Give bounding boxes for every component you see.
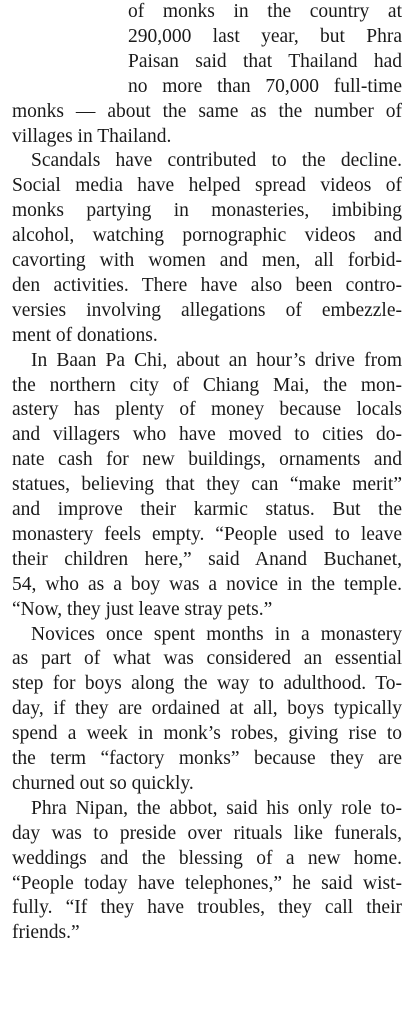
text-line: day, if they are ordained at all, boys typically [12,698,402,720]
text-line: spend a week in monk’s robes, giving rise to [12,723,402,745]
text-line: monks — about the same as the number of [12,100,402,122]
text-line: cavorting with women and men, all forbid- [12,250,402,271]
text-line: friends.” [12,922,80,944]
text-line: 54, who as a boy was a novice in the temple. [12,573,402,595]
text-line: nate cash for new buildings, ornaments and [12,449,402,471]
text-line: Novices once spent months in a monastery [31,623,402,645]
text-line: and villagers who have moved to cities do- [12,424,402,446]
text-line: the term “factory monks” because they are [12,748,402,769]
text-line: “Now, they just leave stray pets.” [12,598,273,620]
text-line: monks partying in monasteries, imbibing [12,200,402,222]
text-line: Scandals have contributed to the decline. [31,150,402,172]
text-line: In Baan Pa Chi, about an hour’s drive from [31,349,402,371]
text-line: their children here,” said Anand Buchanet, [12,548,402,570]
text-line: 290,000 last year, but Phra [128,25,402,47]
text-line: fully. “If they have troubles, they call their [12,897,402,919]
text-line: ment of donations. [12,324,158,346]
text-line: step for boys along the way to adulthood. To- [12,673,402,695]
text-line: of monks in the country at [128,1,402,22]
text-line: alcohol, watching pornographic videos and [12,225,402,247]
text-line: weddings and the blessing of a new home. [12,847,402,869]
text-line: monastery feels empty. “People used to leave [12,523,402,545]
text-line: and improve their karmic status. But the [12,499,402,520]
text-line: villages in Thailand. [12,125,172,147]
text-line: statues, believing that they can “make merit” [12,474,402,496]
text-line: churned out so quickly. [12,772,194,794]
text-line: as part of what was considered an essential [12,648,402,670]
text-line: “People today have telephones,” he said wist- [12,872,402,894]
text-line: the northern city of Chiang Mai, the mon- [12,374,402,396]
text-line: no more than 70,000 full-time [128,75,402,97]
text-line: versies involving allegations of embezzle- [12,299,402,321]
text-line: Social media have helped spread videos of [12,175,402,197]
text-line: den activities. There have also been contro- [12,274,402,296]
text-line: Paisan said that Thailand had [128,50,402,72]
text-line: astery has plenty of money because locals [12,399,402,421]
text-line: Phra Nipan, the abbot, said his only role to- [31,797,402,819]
text-line: day was to preside over rituals like funerals, [12,822,402,844]
